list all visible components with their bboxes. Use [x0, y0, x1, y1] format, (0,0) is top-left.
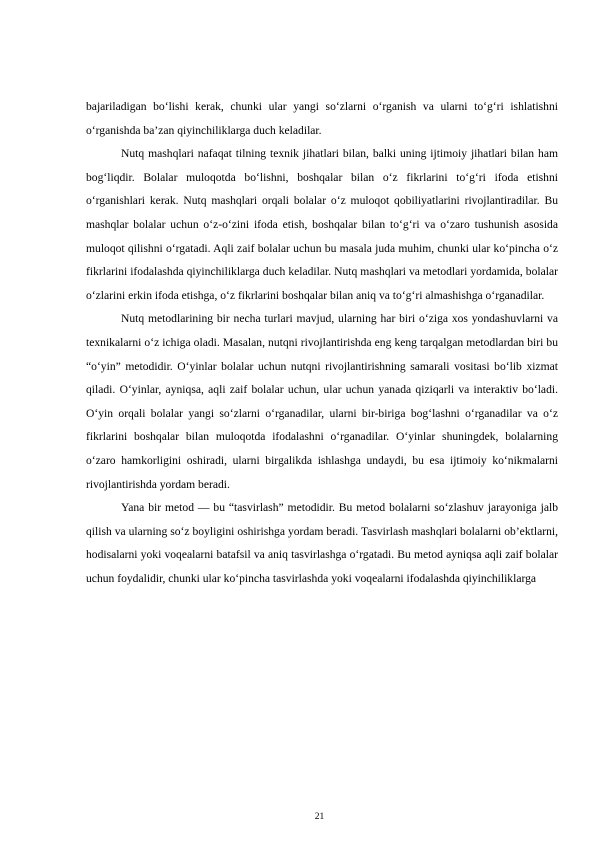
- paragraph-1: bajariladigan bo‘lishi kerak, chunki ular yangi so‘zlarni o‘rganish va ularni to‘g‘ri ishlatishni o‘rganishda ba’zan qiyinchiliklarga duch keladilar.: [86, 100, 558, 137]
- paragraph-2: Nutq mashqlari nafaqat tilning texnik jihatlari bilan, balki uning ijtimoiy jihatlari bilan ham bog‘liqdir. Bolalar muloqotda bo‘lishni, boshqalar bilan o‘z fikrlarini to‘g‘ri ifoda etishni o‘rganishlari kerak. Nutq mashqlari orqali bolalar o‘z muloqot qobiliyatlarini rivojlantiradilar. Bu mashqlar bolalar uchun o‘z-o‘zini ifoda etish, boshqalar bilan to‘g‘ri va o‘zaro tushunish asosida muloqot qilishni o‘rgatadi. Aqli zaif bolalar uchun bu masala juda muhim, chunki ular ko‘pincha o‘z fikrlarini ifodalashda qiyinchiliklarga duch keladilar. Nutq mashqlari va metodlari yordamida, bolalar o‘zlarini erkin ifoda etishga, o‘z fikrlarini boshqalar bilan aniq va to‘g‘ri almashishga o‘rganadilar.: [86, 147, 558, 302]
- paragraph-3: Nutq metodlarining bir necha turlari mavjud, ularning har biri o‘ziga xos yondashuvlarni va texnikalarni o‘z ichiga oladi. Masalan, nutqni rivojlantirishda eng keng tarqalgan metodlardan biri bu “o‘yin” metodidir. O‘yinlar bolalar uchun nutqni rivojlantirishning samarali vositasi bo‘lib xizmat qiladi. O‘yinlar, ayniqsa, aqli zaif bolalar uchun, ular uchun yanada qiziqarli va interaktiv bo‘ladi. O‘yin orqali bolalar yangi so‘zlarni o‘rganadilar, ularni bir-biriga bog‘lashni o‘rganadilar va o‘z fikrlarini boshqalar bilan muloqotda ifodalashni o‘rganadilar. O‘yinlar shuningdek, bolalarning o‘zaro hamkorligini oshiradi, ularni birgalikda ishlashga undaydi, bu esa ijtimoiy ko‘nikmalarni rivojlantirishda yordam beradi.: [86, 312, 558, 491]
- page-number: 21: [314, 812, 325, 822]
- paragraph-4: Yana bir metod — bu “tasvirlash” metodidir. Bu metod bolalarni so‘zlashuv jarayoniga jalb qilish va ularning so‘z boyligini oshirishga yordam beradi. Tasvirlash mashqlari bolalarni ob’ektlarni, hodisalarni yoki voqealarni batafsil va aniq tasvirlashga o‘rgatadi. Bu metod ayniqsa aqli zaif bolalar uchun foydalidir, chunki ular ko‘pincha tasvirlashda yoki voqealarni ifodalashda qiyinchiliklarga: [86, 501, 558, 585]
- document-body: [86, 95, 558, 590]
